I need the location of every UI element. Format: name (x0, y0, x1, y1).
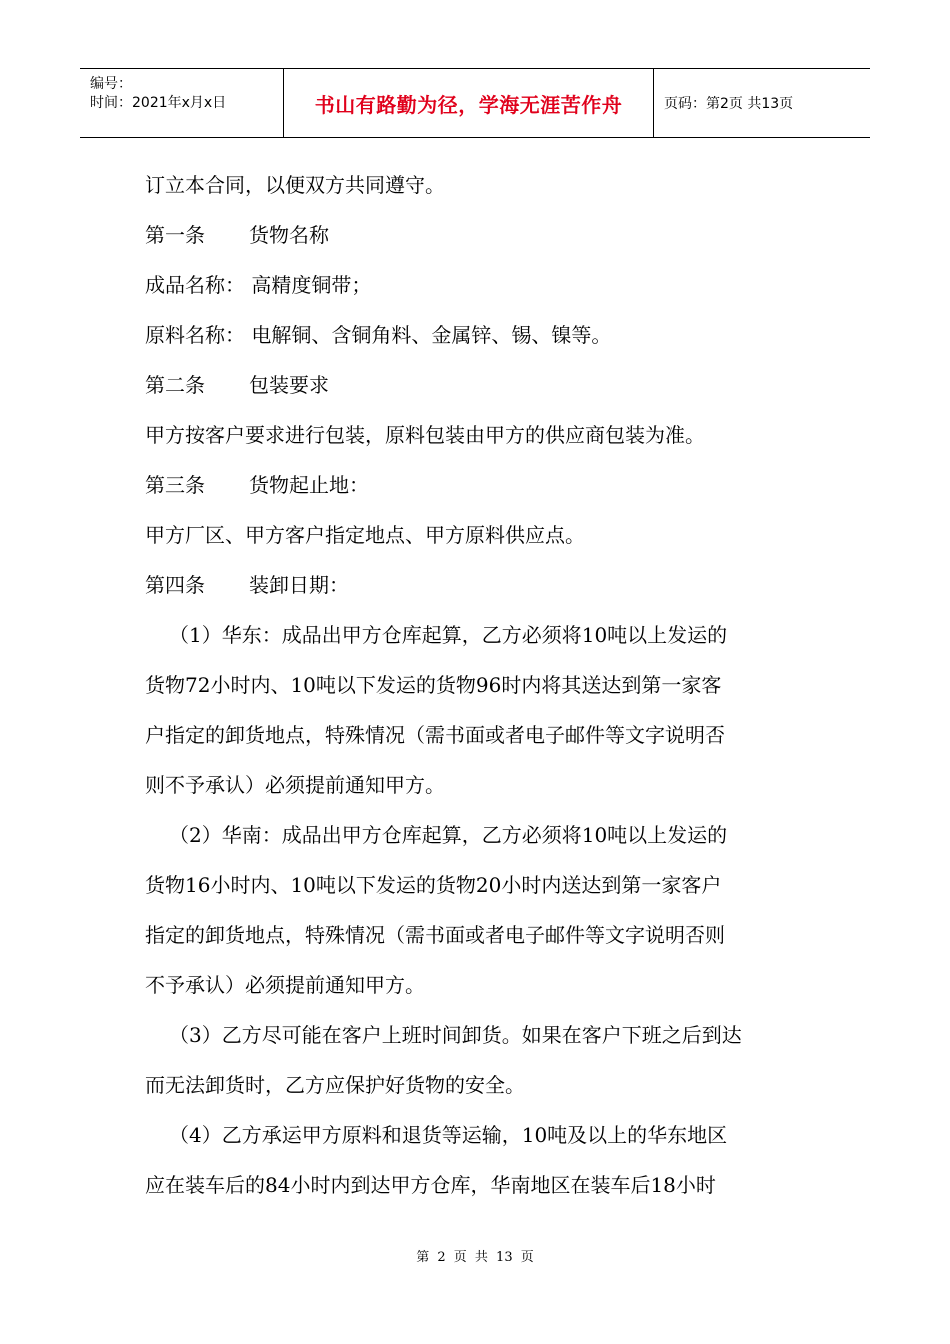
paragraph-line: 甲方厂区、甲方客户指定地点、甲方原料供应点。 (145, 523, 585, 547)
paragraph-line: 订立本合同，以便双方共同遵守。 (145, 173, 445, 197)
paragraph-line: 货物72小时内、10吨以下发运的货物96时内将其送达到第一家客 (145, 673, 722, 697)
paragraph-line: 指定的卸货地点，特殊情况（需书面或者电子邮件等文字说明否则 (145, 923, 725, 947)
paragraph-line: （4）乙方承运甲方原料和退货等运输，10吨及以上的华东地区 (169, 1123, 728, 1147)
header-motto: 书山有路勤为径，学海无涯苦作舟 (314, 92, 623, 117)
article-title: 货物起止地： (249, 473, 369, 497)
header-page-info-cell (654, 69, 870, 137)
paragraph-line: 不予承认）必须提前通知甲方。 (145, 973, 425, 997)
header-meta (80, 69, 284, 137)
article-title: 货物名称 (249, 223, 329, 247)
header-page-info: 页码：第2页 共13页 (664, 96, 794, 112)
document-body (145, 160, 815, 1210)
article-heading-2 (145, 360, 815, 410)
article-number: 第三条 (145, 473, 205, 497)
article-number: 第一条 (145, 223, 205, 247)
article-number: 第二条 (145, 373, 205, 397)
header-motto-cell (284, 69, 654, 137)
paragraph-line: （3）乙方尽可能在客户上班时间卸货。如果在客户下班之后到达 (169, 1023, 742, 1047)
paragraph-line: 甲方按客户要求进行包装，原料包装由甲方的供应商包装为准。 (145, 423, 705, 447)
article-title: 装卸日期： (249, 573, 349, 597)
article-number: 第四条 (145, 573, 205, 597)
paragraph-line: 户指定的卸货地点，特殊情况（需书面或者电子邮件等文字说明否 (145, 723, 725, 747)
paragraph-line: （1）华东：成品出甲方仓库起算，乙方必须将10吨以上发运的 (169, 623, 728, 647)
article-title: 包装要求 (249, 373, 329, 397)
article-heading-3 (145, 460, 815, 510)
paragraph-line: 应在装车后的84小时内到达甲方仓库，华南地区在装车后18小时 (145, 1173, 716, 1197)
paragraph-line: 原料名称： 电解铜、含铜角料、金属锌、锡、镍等。 (145, 323, 612, 347)
paragraph-line: 成品名称： 高精度铜带； (145, 273, 372, 297)
article-heading-1 (145, 210, 815, 260)
paragraph-line: （2）华南：成品出甲方仓库起算，乙方必须将10吨以上发运的 (169, 823, 728, 847)
paragraph-line: 而无法卸货时，乙方应保护好货物的安全。 (145, 1073, 525, 1097)
header-date: 时间：2021年x月x日 (90, 95, 227, 111)
paragraph-line: 则不予承认）必须提前通知甲方。 (145, 773, 445, 797)
page-header (80, 68, 870, 138)
header-number-label: 编号： (90, 76, 132, 92)
article-heading-4 (145, 560, 815, 610)
page-footer: 第 2 页 共 13 页 (416, 1250, 534, 1265)
paragraph-line: 货物16小时内、10吨以下发运的货物20小时内送达到第一家客户 (145, 873, 722, 897)
